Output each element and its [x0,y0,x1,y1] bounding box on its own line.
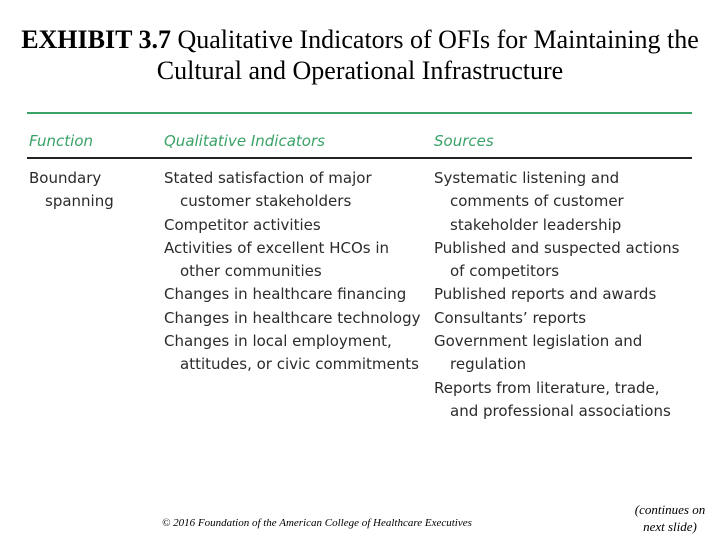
exhibit-label: EXHIBIT 3.7 [21,25,171,54]
exhibit-title [0,24,720,86]
source-item: Consultants’ reports [434,308,587,327]
function-cell: Boundary spanning [29,169,114,211]
source-item: Reports from literature, trade, and professional associations [434,378,671,420]
indicator-item: Stated satisfaction of major customer stakeholders [164,169,372,211]
source-item: Systematic listening and comments of customer stakeholder leadership [434,169,624,234]
indicator-item: Changes in healthcare financing [164,285,407,304]
copyright-footer: © 2016 Foundation of the American College of Healthcare Executives [162,517,472,529]
header-function: Function [29,132,94,150]
indicators-column [164,167,429,377]
source-item: Published and suspected actions of competitors [434,238,680,281]
header-sources: Sources [434,132,494,150]
indicator-item: Changes in local employment, attitudes, or civic commitments [164,332,419,374]
sources-column [434,167,692,423]
function-column [29,167,149,214]
source-item: Published reports and awards [434,285,657,304]
header-qualitative-indicators: Qualitative Indicators [164,132,325,150]
source-item: Government legislation and regulation [434,332,643,374]
top-rule [27,112,692,114]
header-rule [27,157,692,159]
exhibit-title-text: Qualitative Indicators of OFIs for Maintaining the Cultural and Operational Infrastructure [156,25,699,85]
continues-note: (continues on next slide) [634,502,706,534]
indicator-item: Competitor activities [164,215,321,234]
indicator-item: Changes in healthcare technology [164,308,421,327]
indicator-item: Activities of excellent HCOs in other communities [164,238,390,281]
